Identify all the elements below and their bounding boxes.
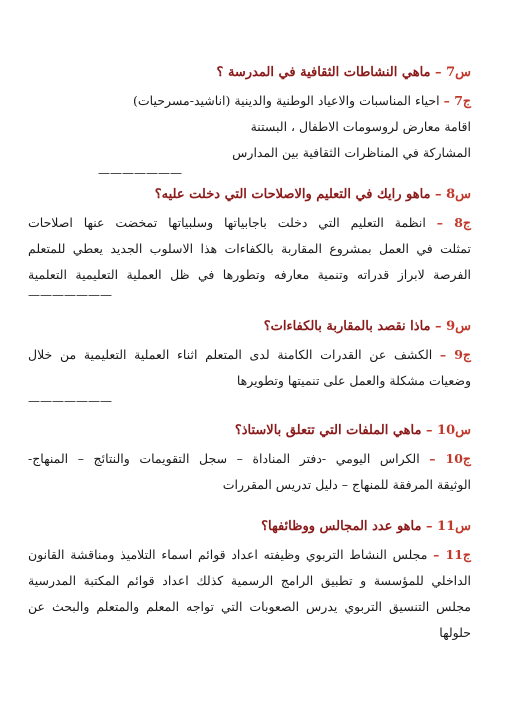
question-7-text: ماهي النشاطات الثقافية في المدرسة ؟ [216, 65, 431, 80]
qa-block-11 [28, 518, 471, 646]
question-8 [28, 186, 471, 204]
answer-8-line-2: تمثلت في العمل بمشروع المقاربة بالكفاءات هذا الاسلوب الجديد يعطي للمتعلم [28, 241, 471, 256]
answer-9-text-1: الكشف عن القدرات الكامنة لدى المتعلم اثناء العملية التعليمية من خلال [28, 347, 433, 362]
answer-7-line-1 [28, 88, 471, 114]
answer-10-text-1: الكراس اليومي -دفتر المناداة – سجل التقويمات والنتائج – المنهاج- [28, 451, 420, 466]
answer-7-line-3: المشاركة في المناظرات الثقافية بين المدارس [232, 145, 471, 160]
answer-7-text-1: احياء المناسبات والاعياد الوطنية والدينية (اناشيد-مسرحيات) [133, 93, 440, 108]
separator-8: ——————— [28, 288, 112, 302]
answer-11-label: ج11 – [433, 547, 471, 562]
question-10-text: ماهي الملفات التي تتعلق بالاستاذ؟ [234, 423, 422, 438]
qa-block-7 [28, 64, 471, 180]
answer-7-line-2: اقامة معارض لروسومات الاطفال ، البستنة [250, 119, 471, 134]
question-9-text: ماذا نقصد بالمقاربة بالكفاءات؟ [263, 319, 431, 334]
separator-7: ——————— [98, 166, 182, 180]
question-10 [28, 422, 471, 440]
question-9-number: س9 – [435, 319, 471, 334]
question-7-number: س7 – [435, 65, 471, 80]
question-8-text: ماهو رايك في التعليم والاصلاحات التي دخلت عليه؟ [154, 187, 431, 202]
separator-9: ——————— [28, 394, 112, 408]
question-7 [28, 64, 471, 82]
question-11-number: س11 – [426, 519, 471, 534]
answer-10-line-2: الوثيقة المرفقة للمنهاج – دليل تدريس المقررات [222, 477, 471, 492]
question-11 [28, 518, 471, 536]
answer-8-label: ج8 – [436, 215, 471, 230]
answer-11-line-1 [28, 542, 471, 568]
answer-11-text-1: مجلس النشاط التربوي وظيفته اعداد قوائم اسماء التلاميذ ومناقشة القانون [28, 547, 428, 562]
answer-8-line-3: الفرصة لابراز قدراته وتنمية معارفه وتطورها في ظل العملية التعليمية التعلمية [28, 267, 471, 282]
answer-8-text-1: انظمة التعليم التي دخلت باجابياتها وسلبياتها تمخضت عنها اصلاحات [28, 215, 426, 230]
answer-9-line-1 [28, 342, 471, 368]
question-10-number: س10 – [426, 423, 471, 438]
answer-11-line-2: الداخلي للمؤسسة و تطبيق الرامج الرسمية كذلك اعداد قوائم المكتبة المدرسية [28, 573, 471, 588]
question-11-text: ماهو عدد المجالس ووظائفها؟ [261, 519, 422, 534]
answer-10-line-1 [28, 446, 471, 472]
answer-11-line-4: حلولها [439, 625, 471, 640]
qa-block-8 [28, 186, 471, 302]
answer-7-label: ج7 – [443, 93, 471, 108]
answer-9-label: ج9 – [439, 347, 471, 362]
answer-9-line-2: وضعيات مشكلة والعمل على تنميتها وتطويرها [236, 373, 471, 388]
question-9 [28, 318, 471, 336]
question-8-number: س8 – [435, 187, 471, 202]
answer-8-line-1 [28, 210, 471, 236]
qa-block-9 [28, 318, 471, 408]
answer-11-line-3: مجلس التنسيق التربوي يدرس الصعوبات التي تواجه المعلم والمتعلم والبحث عن [28, 599, 471, 614]
qa-block-10 [28, 422, 471, 498]
answer-10-label: ج10 – [429, 451, 471, 466]
